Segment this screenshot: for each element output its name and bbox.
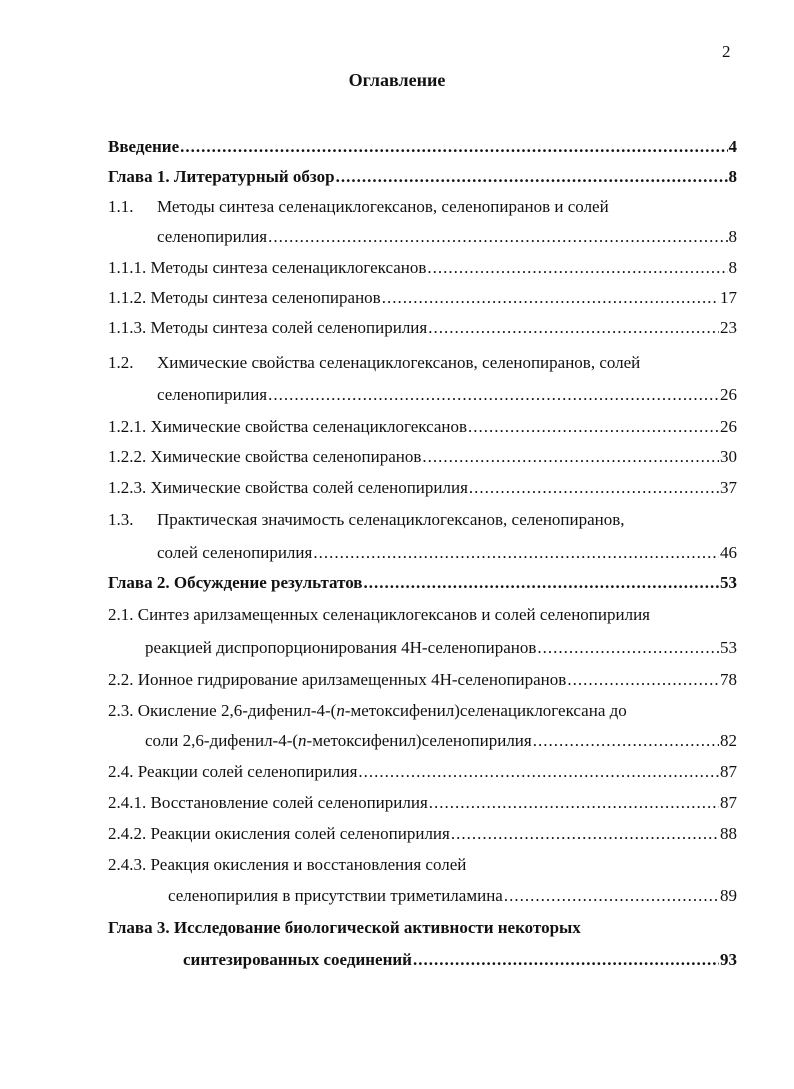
page-ref: 87 — [720, 793, 737, 812]
toc-entry[interactable] — [145, 731, 737, 753]
entry-title: соли 2,6-дифенил-4-( — [145, 731, 299, 750]
entry-title: Методы синтеза селенациклогексанов, селенопиранов и солей — [157, 197, 609, 216]
toc-entry[interactable] — [108, 824, 737, 846]
toc-entry[interactable] — [157, 543, 737, 565]
toc-entry[interactable] — [183, 950, 737, 972]
entry-title: синтезированных соединений — [183, 950, 412, 969]
page-ref: 88 — [720, 824, 737, 843]
entry-title: 2.2. Ионное гидрирование арилзамещенных 4Н-селенопиранов — [108, 670, 567, 689]
dot-leader — [336, 167, 728, 187]
dot-leader — [268, 227, 727, 247]
entry-title: 1.2.2. Химические свойства селенопиранов — [108, 447, 422, 466]
page-ref: 8 — [728, 258, 737, 277]
section-number: 1.1. — [108, 197, 134, 216]
entry-title: 1.1.3. Методы синтеза солей селенопирилия — [108, 318, 428, 337]
dot-leader — [567, 670, 719, 690]
entry-title: 2.4.2. Реакции окисления солей селенопирилия — [108, 824, 450, 843]
section-number: 1.3. — [108, 510, 134, 529]
page-ref: 23 — [720, 318, 737, 337]
entry-title: 2.4. Реакции солей селенопирилия — [108, 762, 358, 781]
page-title: Оглавление — [348, 70, 446, 90]
toc-entry[interactable] — [108, 137, 737, 159]
toc-entry[interactable] — [157, 385, 737, 407]
dot-leader — [363, 573, 719, 593]
toc-entry[interactable] — [108, 417, 737, 439]
entry-title: 2.3. Окисление 2,6-дифенил-4-( — [108, 701, 337, 720]
entry-title: 2.1. Синтез арилзамещенных селенациклогексанов и солей селенопирилия — [108, 605, 650, 624]
dot-leader — [468, 417, 719, 437]
dot-leader — [533, 731, 719, 751]
entry-title-rest: -метоксифенил)селенопирилия — [306, 731, 532, 750]
page-ref: 46 — [720, 543, 737, 562]
entry-title: Глава 1. Литературный обзор — [108, 167, 335, 186]
entry-title: селенопирилия — [157, 385, 268, 404]
dot-leader — [422, 447, 719, 467]
entry-title: 1.2.3. Химические свойства солей селенопирилия — [108, 478, 468, 497]
toc-entry[interactable] — [108, 762, 737, 784]
page-ref: 82 — [720, 731, 737, 750]
dot-leader — [413, 950, 719, 970]
entry-title: 1.2.1. Химические свойства селенациклогексанов — [108, 417, 468, 436]
entry-title-rest: -метоксифенил)селенациклогексана до — [344, 701, 627, 720]
toc-entry[interactable] — [168, 886, 737, 908]
entry-title: солей селенопирилия — [157, 543, 313, 562]
entry-title: 2.4.3. Реакция окисления и восстановления солей — [108, 855, 467, 874]
page-ref: 4 — [728, 137, 737, 156]
page-ref: 8 — [728, 167, 737, 186]
page-ref: 87 — [720, 762, 737, 781]
page-ref: 53 — [720, 573, 737, 592]
entry-title: Практическая значимость селенациклогексанов, селенопиранов, — [157, 510, 625, 529]
page-number: 2 — [722, 42, 731, 61]
entry-title: селенопирилия — [157, 227, 268, 246]
page-ref: 93 — [720, 950, 737, 969]
toc-entry[interactable] — [108, 197, 609, 219]
entry-title: Глава 3. Исследование биологической активности некоторых — [108, 918, 581, 937]
dot-leader — [451, 824, 719, 844]
dot-leader — [427, 258, 727, 278]
toc-entry[interactable] — [157, 227, 737, 249]
dot-leader — [429, 793, 719, 813]
toc-entry[interactable] — [108, 701, 627, 723]
toc-entry[interactable] — [108, 573, 737, 595]
entry-title: Введение — [108, 137, 180, 156]
dot-leader — [268, 385, 719, 405]
entry-title: Глава 2. Обсуждение результатов — [108, 573, 363, 592]
dot-leader — [313, 543, 719, 563]
toc-entry[interactable] — [108, 447, 737, 469]
toc-entry[interactable] — [108, 258, 737, 280]
entry-title-italic: п — [298, 731, 307, 750]
page-ref: 37 — [720, 478, 737, 497]
entry-title-italic: п — [336, 701, 345, 720]
toc-entry[interactable] — [108, 605, 650, 627]
toc-entry[interactable] — [108, 793, 737, 815]
entry-title: 2.4.1. Восстановление солей селенопирилия — [108, 793, 428, 812]
dot-leader — [504, 886, 719, 906]
entry-title: 1.1.2. Методы синтеза селенопиранов — [108, 288, 381, 307]
toc-entry[interactable] — [108, 855, 466, 877]
entry-title: Химические свойства селенациклогексанов, селенопиранов, солей — [157, 353, 641, 372]
page-ref: 89 — [720, 886, 737, 905]
page-ref: 53 — [720, 638, 737, 657]
toc-entry[interactable] — [108, 478, 737, 500]
toc-entry[interactable] — [108, 670, 737, 692]
section-number: 1.2. — [108, 353, 134, 372]
toc-entry[interactable] — [108, 167, 737, 189]
dot-leader — [537, 638, 719, 658]
toc-entry[interactable] — [108, 918, 581, 940]
dot-leader — [469, 478, 719, 498]
entry-title: 1.1.1. Методы синтеза селенациклогексанов — [108, 258, 427, 277]
page-ref: 8 — [728, 227, 737, 246]
dot-leader — [428, 318, 719, 338]
page-ref: 30 — [720, 447, 737, 466]
dot-leader — [180, 137, 727, 157]
page-ref: 26 — [720, 385, 737, 404]
page-ref: 78 — [720, 670, 737, 689]
page-ref: 17 — [720, 288, 737, 307]
entry-title: реакцией диспропорционирования 4Н-селенопиранов — [145, 638, 537, 657]
dot-leader — [382, 288, 719, 308]
entry-title: селенопирилия в присутствии триметиламина — [168, 886, 503, 905]
dot-leader — [358, 762, 719, 782]
page-ref: 26 — [720, 417, 737, 436]
toc-entry[interactable] — [108, 318, 737, 340]
toc-entry[interactable] — [108, 510, 625, 532]
toc-entry[interactable] — [108, 288, 737, 310]
toc-entry[interactable] — [145, 638, 737, 660]
toc-entry[interactable] — [108, 353, 640, 375]
